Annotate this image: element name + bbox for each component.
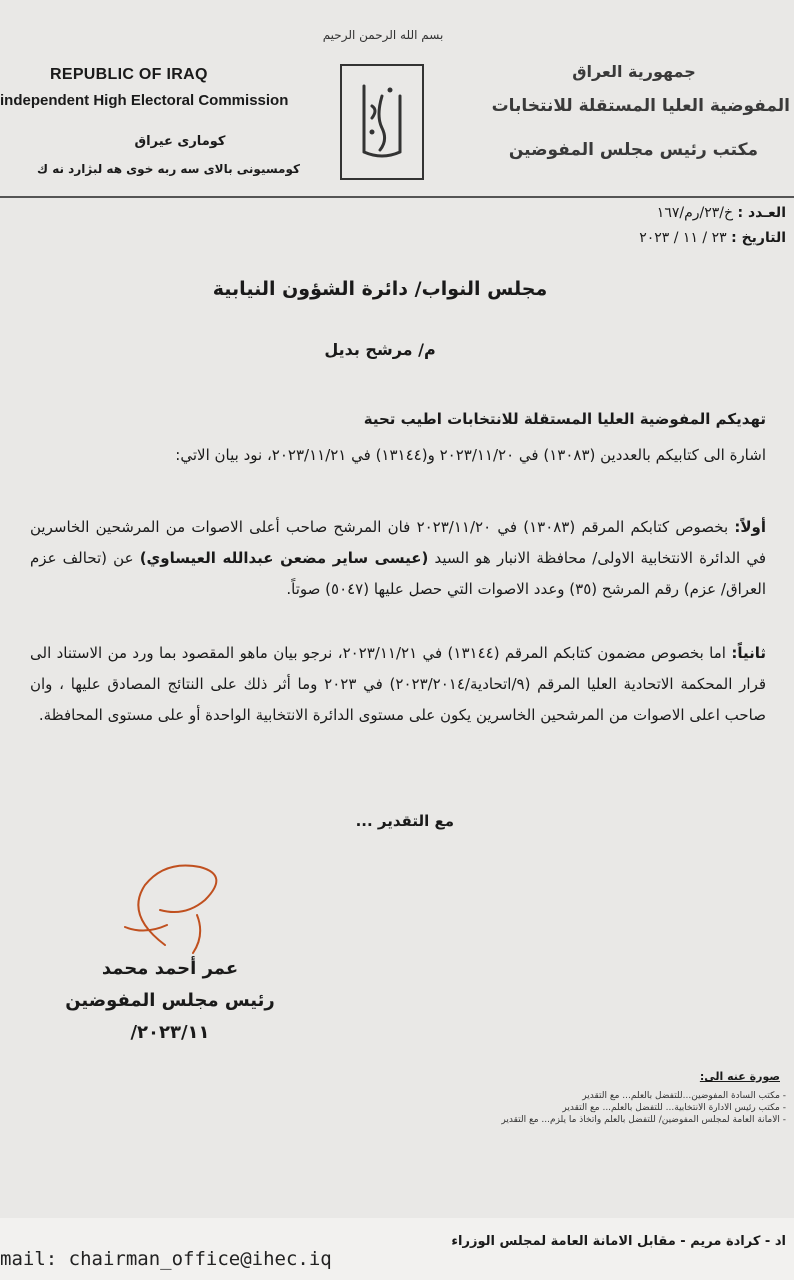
ref-number-value: خ/٢٣/رم/١٦٧ [656, 205, 734, 221]
cc-item: - الامانة العامة لمجلس المفوضين/ للتفضل بالعلم واتخاذ ما يلزم... مع التقدير [501, 1115, 786, 1125]
first-point-text-a: بخصوص كتابكم المرقم (١٣٠٨٣) في ٢٠٢٣/١١/٢٠ فان المرشح صاحب أعلى الاصوات من المرشحين الخاسرين في الدائرة الانتخابية الاولى/ محافظة الانبار هو السيد [30, 518, 766, 567]
logo-calligraphy-icon [342, 66, 422, 178]
second-point [30, 638, 766, 731]
handwritten-signature [105, 855, 245, 955]
cc-title: صورة عنه الى: [699, 1070, 780, 1083]
recipient: مجلس النواب/ دائرة الشؤون النيابية [212, 278, 548, 300]
closing: مع التقدير ... [355, 812, 454, 830]
signatory-title: رئيس مجلس المفوضين [65, 990, 275, 1011]
signatory-name: عمر أحمد محمد [101, 958, 239, 979]
first-point-text-b: عن (تحالف عزم العراق/ عزم) رقم المرشح (٣٥) وعدد الاصوات التي حصل عليها (٥٠٤٧) صوتاً. [30, 549, 766, 598]
basmala: بسم الله الرحمن الرحيم [322, 28, 444, 42]
ar-country: جمهورية العراق [572, 62, 696, 81]
first-point-label: أولاً: [734, 518, 766, 536]
second-point-label: ثانياً: [731, 644, 766, 662]
ku-org: كومسيونى بالای سه ربه خوى هه لبژارد نه ك [37, 162, 300, 176]
en-org: independent High Electoral Commission [0, 92, 289, 109]
ar-office: مكتب رئيس مجلس المفوضين [508, 140, 758, 160]
commission-logo [340, 64, 424, 180]
cc-item: - مكتب رئيس الادارة الانتخابية... للتفضل بالعلم... مع التقدير [562, 1103, 786, 1113]
footer-email: mail: chairman_office@ihec.iq [0, 1248, 332, 1270]
cc-item: - مكتب السادة المفوضين...للتفضل بالعلم... مع التقدير [582, 1091, 786, 1101]
en-country: REPUBLIC OF IRAQ [50, 66, 208, 83]
signatory-date: ٢٠٢٣/١١/ [130, 1022, 210, 1043]
cc-list [386, 1090, 786, 1126]
ref-date-label: التاريخ : [731, 230, 786, 246]
ref-date-value: ٢٣ / ١١ / ٢٠٢٣ [639, 230, 727, 246]
greeting: تهديكم المفوضية العليا المستقلة للانتخابات اطيب تحية [363, 410, 766, 428]
ref-number [546, 205, 786, 221]
intro-paragraph: اشارة الى كتابيكم بالعددين (١٣٠٨٣) في ٢٠٢٣/١١/٢٠ و(١٣١٤٤) في ٢٠٢٣/١١/٢١، نود بيان الاتي: [175, 446, 766, 464]
first-point [30, 512, 766, 605]
ref-number-label: العـدد : [737, 205, 786, 221]
footer [0, 1218, 794, 1280]
ref-date [546, 230, 786, 246]
candidate-name: (عيسى ساير مضعن عبدالله العيساوي) [139, 549, 429, 567]
footer-address: اد - كرادة مريم - مقابل الامانة العامة لمجلس الوزراء [451, 1234, 786, 1249]
ar-org: المفوضية العليا المستقلة للانتخابات [491, 96, 790, 116]
second-point-text: اما بخصوص مضمون كتابكم المرقم (١٣١٤٤) في ٢٠٢٣/١١/٢١، نرجو بيان ماهو المقصود بما ورد من الاستناد الى قرار المحكمة الاتحادية العليا المرقم (٩/اتحادية/٢٠٢٣/٢٠١٤) في ٢٠٢٣ وما أثر ذلك على النتائج المصادق عليها ، وان صاحب اعلى الاصوات من المرشحين الخاسرين يكون على مستوى الدائرة الانتخابية الواحدة أو على مستوى المحافظة. [30, 644, 767, 724]
ku-country: كوماری عیراق [134, 134, 226, 149]
header-divider [0, 196, 794, 198]
subject: م/ مرشح بديل [324, 340, 436, 359]
